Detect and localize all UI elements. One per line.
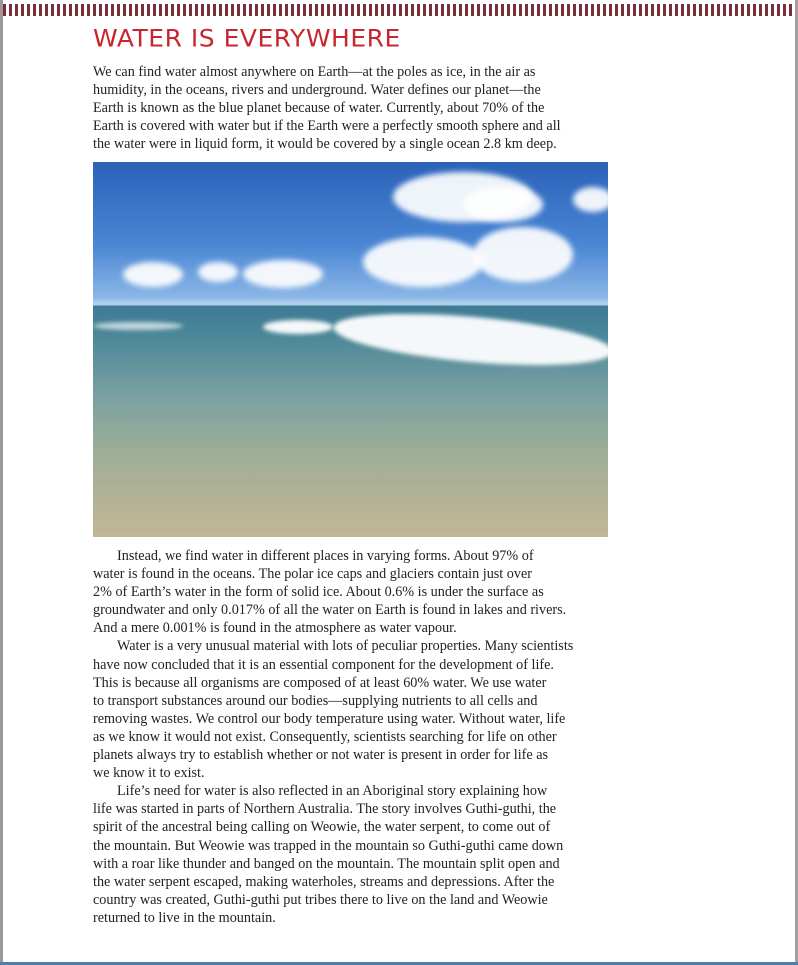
text-line: as we know it would not exist. Consequently, scientists searching for life on other bbox=[93, 728, 557, 745]
text-line: removing wastes. We control our body temperature using water. Without water, life bbox=[93, 710, 566, 727]
text-line: country was created, Guthi-guthi put tribes there to live on the land and Weowie bbox=[93, 891, 548, 908]
text-line: the mountain. But Weowie was trapped in the mountain so Guthi-guthi came down bbox=[93, 837, 564, 854]
paragraph bbox=[93, 782, 613, 927]
intro-paragraph bbox=[93, 63, 613, 153]
text-line: humidity, in the oceans, rivers and underground. Water defines our planet—the bbox=[93, 82, 541, 99]
text-line: spirit of the ancestral being calling on Weowie, the water serpent, to come out of bbox=[93, 819, 551, 836]
text-line: have now concluded that it is an essential component for the development of life. bbox=[93, 656, 554, 673]
text-line: water is found in the oceans. The polar ice caps and glaciers contain just over bbox=[93, 566, 533, 583]
text-line: Water is a very unusual material with lots of peculiar properties. Many scientists bbox=[117, 638, 574, 655]
text-line: This is because all organisms are composed of at least 60% water. We use water bbox=[93, 674, 547, 691]
text-line: We can find water almost anywhere on Earth—at the poles as ice, in the air as bbox=[93, 64, 536, 80]
text-line: returned to live in the mountain. bbox=[93, 909, 276, 926]
text-line: planets always try to establish whether or not water is present in order for life as bbox=[93, 747, 549, 764]
text-line: 2% of Earth’s water in the form of solid ice. About 0.6% is under the surface as bbox=[93, 584, 544, 601]
text-line: with a roar like thunder and banged on the mountain. The mountain split open and bbox=[93, 855, 560, 872]
ocean-waves-photo bbox=[93, 162, 608, 537]
text-line: Life’s need for water is also reflected in an Aboriginal story explaining how bbox=[117, 783, 548, 800]
body-text bbox=[93, 547, 613, 927]
text-line: life was started in parts of Northern Australia. The story involves Guthi-guthi, the bbox=[93, 801, 557, 818]
text-line: to transport substances around our bodies—supplying nutrients to all cells and bbox=[93, 692, 538, 709]
paragraph bbox=[93, 637, 613, 782]
paragraph bbox=[93, 547, 613, 637]
text-line: Instead, we find water in different places in varying forms. About 97% of bbox=[117, 548, 534, 564]
decorative-stripe-header bbox=[3, 4, 795, 16]
text-line: groundwater and only 0.017% of all the water on Earth is found in lakes and rivers. bbox=[93, 602, 567, 619]
text-line: Earth is known as the blue planet because of water. Currently, about 70% of the bbox=[93, 100, 545, 117]
text-line: the water were in liquid form, it would be covered by a single ocean 2.8 km deep. bbox=[93, 136, 557, 153]
text-line: Earth is covered with water but if the Earth were a perfectly smooth sphere and all bbox=[93, 118, 561, 135]
text-line: And a mere 0.001% is found in the atmosphere as water vapour. bbox=[93, 620, 457, 637]
page-title: WATER IS EVERYWHERE bbox=[93, 24, 401, 53]
page-left-border bbox=[0, 0, 3, 965]
text-line: we know it to exist. bbox=[93, 765, 205, 782]
text-line: the water serpent escaped, making waterholes, streams and depressions. After the bbox=[93, 873, 555, 890]
